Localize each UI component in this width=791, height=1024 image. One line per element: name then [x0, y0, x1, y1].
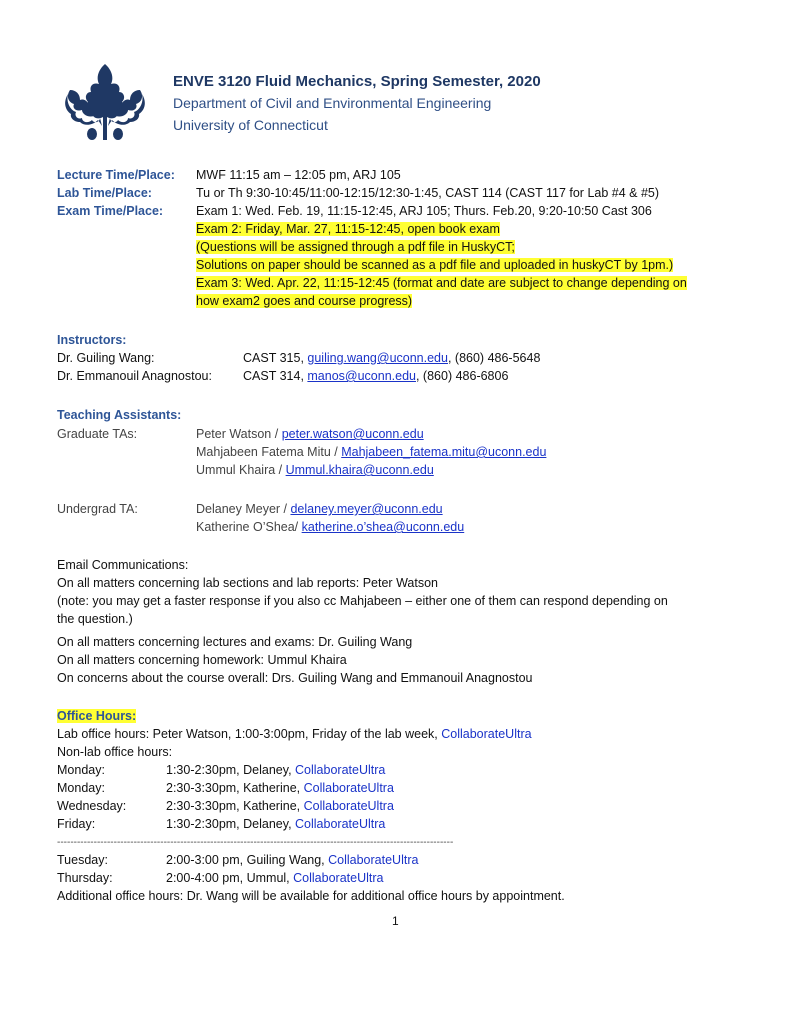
- instructor-phone: , (860) 486-6806: [415, 369, 509, 383]
- exam-line-2: Exam 2: Friday, Mar. 27, 11:15-12:45, open book exam: [196, 222, 500, 236]
- ta-name: Delaney Meyer /: [196, 502, 291, 516]
- nonlab-heading: Non-lab office hours:: [57, 745, 173, 759]
- ta-name: Peter Watson /: [196, 427, 282, 441]
- tas-heading: Teaching Assistants:: [57, 408, 182, 422]
- collaborate-ultra-link[interactable]: CollaborateUltra: [303, 799, 394, 813]
- instructors-heading: Instructors:: [57, 333, 127, 347]
- department-name: Department of Civil and Environmental Engineering: [173, 95, 492, 111]
- office-hours-info-text: 2:30-3:30pm, Katherine,: [166, 781, 304, 795]
- uconn-oak-leaf-logo: [62, 60, 148, 144]
- exam-line-5: Exam 3: Wed. Apr. 22, 11:15-12:45 (format and date are subject to change depending on: [196, 276, 687, 290]
- ta-name: Mahjabeen Fatema Mitu /: [196, 445, 342, 459]
- ta-email-link[interactable]: Ummul.khaira@uconn.edu: [285, 463, 434, 477]
- lab-office-hours: [57, 727, 532, 741]
- collaborate-ultra-link[interactable]: CollaborateUltra: [303, 781, 394, 795]
- page-number: 1: [392, 914, 399, 928]
- office-hours-day: Tuesday:: [57, 853, 108, 867]
- office-hours-day: Friday:: [57, 817, 96, 831]
- office-hours-day: Wednesday:: [57, 799, 127, 813]
- lecture-label: Lecture Time/Place:: [57, 168, 175, 182]
- lab-label: Lab Time/Place:: [57, 186, 152, 200]
- ta-entry: [196, 445, 546, 459]
- collaborate-ultra-link[interactable]: CollaborateUltra: [441, 727, 532, 741]
- office-hours-info: [166, 799, 394, 813]
- office-hours-info: [166, 871, 383, 885]
- email-line: the question.): [57, 612, 133, 626]
- office-hours-day: Monday:: [57, 781, 105, 795]
- instructor-contact: [243, 351, 540, 365]
- office-hours-info-text: 1:30-2:30pm, Delaney,: [166, 817, 296, 831]
- instructor-contact: [243, 369, 508, 383]
- course-title: ENVE 3120 Fluid Mechanics, Spring Semester, 2020: [173, 73, 541, 90]
- office-hours-info: [166, 817, 385, 831]
- office-hours-info-text: 2:00-4:00 pm, Ummul,: [166, 871, 294, 885]
- office-hours-info: [166, 781, 394, 795]
- office-hours-info: [166, 763, 385, 777]
- office-hours-info-text: 1:30-2:30pm, Delaney,: [166, 763, 296, 777]
- ta-entry: [196, 463, 434, 477]
- ta-entry: [196, 520, 464, 534]
- exam-line-6: how exam2 goes and course progress): [196, 294, 413, 308]
- undergrad-ta-label: Undergrad TA:: [57, 502, 138, 516]
- email-line: On all matters concerning lab sections and lab reports: Peter Watson: [57, 576, 438, 590]
- ta-email-link[interactable]: delaney.meyer@uconn.edu: [290, 502, 443, 516]
- instructor-email-link[interactable]: manos@uconn.edu: [307, 369, 416, 383]
- ta-email-link[interactable]: peter.watson@uconn.edu: [281, 427, 424, 441]
- ta-entry: [196, 427, 424, 441]
- instructor-name: Dr. Guiling Wang:: [57, 351, 155, 365]
- instructor-office: CAST 314,: [243, 369, 308, 383]
- grad-tas-label: Graduate TAs:: [57, 427, 138, 441]
- email-line: On all matters concerning lectures and exams: Dr. Guiling Wang: [57, 635, 413, 649]
- email-line: On concerns about the course overall: Drs. Guiling Wang and Emmanouil Anagnostou: [57, 671, 533, 685]
- ta-name: Ummul Khaira /: [196, 463, 286, 477]
- office-hours-info-text: 2:00-3:00 pm, Guiling Wang,: [166, 853, 329, 867]
- office-hours-info: [166, 853, 418, 867]
- collaborate-ultra-link[interactable]: CollaborateUltra: [295, 817, 386, 831]
- instructor-phone: , (860) 486-5648: [447, 351, 541, 365]
- divider: -----------------------------------------------------------------------------------------------------------------------: [57, 837, 454, 848]
- email-line: (note: you may get a faster response if you also cc Mahjabeen – either one of them can respond depending on: [57, 594, 668, 608]
- collaborate-ultra-link[interactable]: CollaborateUltra: [328, 853, 419, 867]
- email-heading: Email Communications:: [57, 558, 189, 572]
- additional-office-hours: Additional office hours: Dr. Wang will be available for additional office hours by appointment.: [57, 889, 565, 903]
- exam-line-3: (Questions will be assigned through a pdf file in HuskyCT;: [196, 240, 515, 254]
- exam-line-4: Solutions on paper should be scanned as a pdf file and uploaded in huskyCT by 1pm.): [196, 258, 674, 272]
- lab-office-hours-text: Lab office hours: Peter Watson, 1:00-3:00pm, Friday of the lab week,: [57, 727, 442, 741]
- exam-label: Exam Time/Place:: [57, 204, 164, 218]
- university-name: University of Connecticut: [173, 117, 328, 133]
- office-hours-heading: Office Hours:: [57, 709, 137, 723]
- lecture-value: MWF 11:15 am – 12:05 pm, ARJ 105: [196, 168, 401, 182]
- email-line: On all matters concerning homework: Ummul Khaira: [57, 653, 347, 667]
- instructor-email-link[interactable]: guiling.wang@uconn.edu: [307, 351, 448, 365]
- ta-email-link[interactable]: Mahjabeen_fatema.mitu@uconn.edu: [341, 445, 547, 459]
- instructor-name: Dr. Emmanouil Anagnostou:: [57, 369, 212, 383]
- ta-name: Katherine O’Shea/: [196, 520, 302, 534]
- office-hours-info-text: 2:30-3:30pm, Katherine,: [166, 799, 304, 813]
- lab-value: Tu or Th 9:30-10:45/11:00-12:15/12:30-1:45, CAST 114 (CAST 117 for Lab #4 & #5): [196, 186, 660, 200]
- collaborate-ultra-link[interactable]: CollaborateUltra: [295, 763, 386, 777]
- ta-entry: [196, 502, 443, 516]
- instructor-office: CAST 315,: [243, 351, 308, 365]
- office-hours-day: Thursday:: [57, 871, 113, 885]
- ta-email-link[interactable]: katherine.o’shea@uconn.edu: [301, 520, 465, 534]
- collaborate-ultra-link[interactable]: CollaborateUltra: [293, 871, 384, 885]
- office-hours-day: Monday:: [57, 763, 105, 777]
- exam-line-1: Exam 1: Wed. Feb. 19, 11:15-12:45, ARJ 105; Thurs. Feb.20, 9:20-10:50 Cast 306: [196, 204, 652, 218]
